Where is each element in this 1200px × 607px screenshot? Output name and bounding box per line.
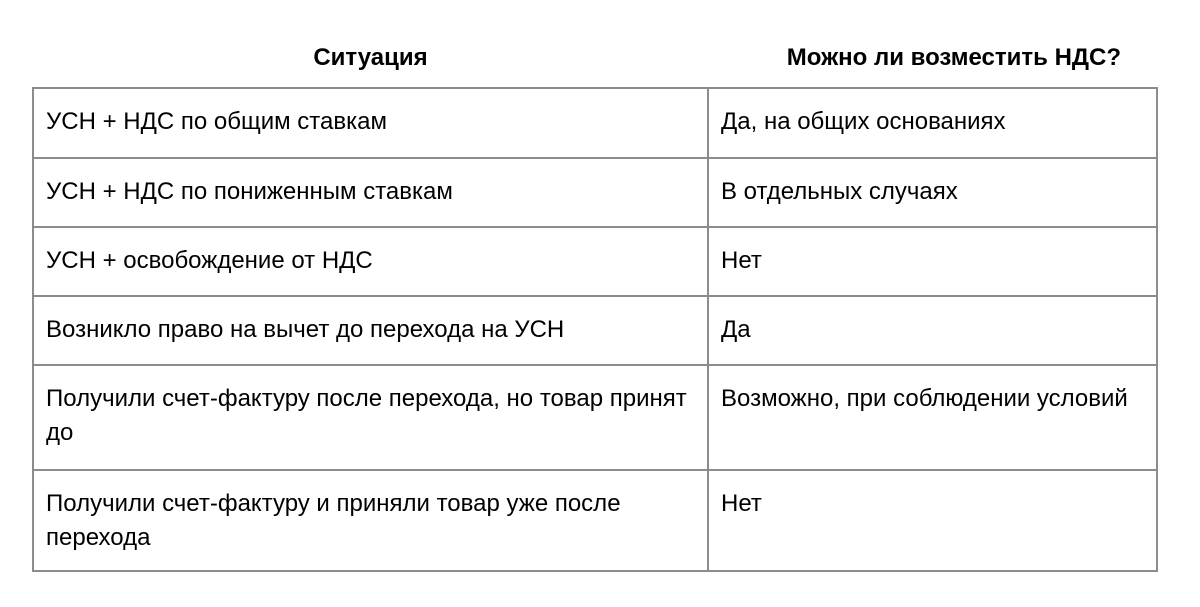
cell-situation: УСН + освобождение от НДС	[33, 227, 708, 296]
table-row	[33, 365, 1157, 470]
cell-situation: Получили счет-фактуру и приняли товар уже после перехода	[33, 470, 708, 571]
cell-answer: Нет	[708, 470, 1157, 571]
cell-situation: УСН + НДС по пониженным ставкам	[33, 158, 708, 227]
cell-situation: Получили счет-фактуру после перехода, но товар принят до	[33, 365, 708, 470]
table-row	[33, 470, 1157, 571]
cell-situation: Возникло право на вычет до перехода на УСН	[33, 296, 708, 365]
table-row	[33, 296, 1157, 365]
cell-answer: Нет	[708, 227, 1157, 296]
cell-answer: В отдельных случаях	[708, 158, 1157, 227]
header-situation: Ситуация	[313, 44, 428, 71]
cell-answer: Да	[708, 296, 1157, 365]
vat-refund-table	[32, 29, 1158, 572]
cell-answer: Возможно, при соблюдении условий	[708, 365, 1157, 470]
cell-answer: Да, на общих основаниях	[708, 88, 1157, 158]
header-row	[33, 29, 1157, 88]
table-row	[33, 88, 1157, 158]
header-vat-refund: Можно ли возместить НДС?	[786, 44, 1121, 71]
table-row	[33, 158, 1157, 227]
table-row	[33, 227, 1157, 296]
cell-situation: УСН + НДС по общим ставкам	[33, 88, 708, 158]
